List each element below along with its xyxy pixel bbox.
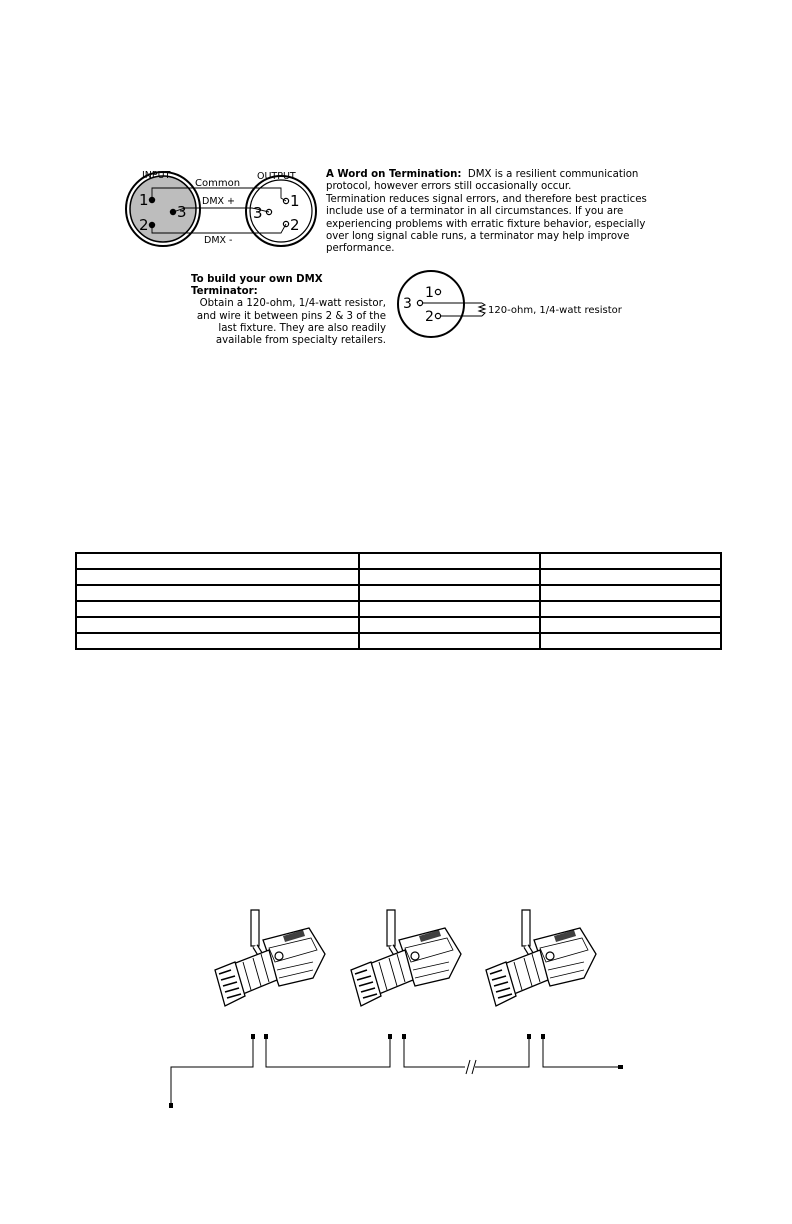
table-cell (76, 633, 359, 649)
table-cell (540, 553, 721, 569)
dmx-plus-label: DMX + (202, 196, 235, 207)
table-row (76, 601, 721, 617)
table-row (76, 569, 721, 585)
table-row (76, 633, 721, 649)
resistor-symbol (479, 303, 485, 316)
terminator-pin-3: 3 (403, 296, 412, 312)
termination-line-3: Termination reduces signal errors, and therefore best practices (326, 193, 647, 205)
cable-connectors (169, 1034, 623, 1108)
dmx-cable-runs (171, 1038, 620, 1106)
dmx-minus-label: DMX - (204, 235, 233, 246)
fixture-2 (351, 910, 461, 1006)
fixture-3 (486, 910, 596, 1006)
output-pin-2: 2 (290, 216, 300, 234)
table-cell (540, 585, 721, 601)
termination-line-4: include use of a terminator in all circumstances. If you are (326, 206, 624, 218)
fixture-1 (215, 910, 325, 1006)
terminator-pin-2: 2 (425, 309, 434, 325)
output-label: OUTPUT (257, 171, 296, 182)
input-label: INPUT (142, 170, 171, 181)
table-row (76, 617, 721, 633)
resistor-label: 120-ohm, 1/4-watt resistor (488, 305, 622, 316)
table-cell (540, 633, 721, 649)
table-cell (359, 617, 540, 633)
termination-line-1: DMX is a resilient communication (467, 169, 639, 180)
terminator-connector (398, 271, 623, 337)
termination-line-2: protocol, however errors still occasionally occur. (326, 181, 572, 193)
terminator-pin-1: 1 (425, 285, 434, 301)
terminator-line-4: available from specialty retailers. (215, 335, 386, 347)
blank-table (75, 552, 722, 650)
terminator-line-1: Obtain a 120-ohm, 1/4-watt resistor, (199, 298, 386, 310)
table-cell (540, 601, 721, 617)
table-cell (76, 553, 359, 569)
common-label: Common (195, 178, 241, 189)
terminator-line-3: last fixture. They are also readily (218, 322, 386, 334)
input-pin-2: 2 (139, 216, 149, 234)
termination-line-6: over long signal cable runs, a terminator may help improve (326, 231, 630, 243)
table-cell (76, 601, 359, 617)
table-cell (76, 617, 359, 633)
table-cell (359, 553, 540, 569)
table-cell (359, 569, 540, 585)
terminator-heading: To build your own DMX Terminator: (191, 274, 323, 298)
termination-heading: A Word on Termination: (326, 169, 462, 180)
table-row (76, 585, 721, 601)
table-cell (76, 585, 359, 601)
output-pin-1: 1 (290, 192, 300, 210)
table-cell (540, 617, 721, 633)
termination-line-7: performance. (326, 243, 395, 255)
table-cell (359, 633, 540, 649)
table-cell (540, 569, 721, 585)
table-cell (76, 569, 359, 585)
terminator-instructions (160, 274, 386, 347)
output-connector (246, 171, 316, 246)
termination-note (326, 169, 656, 256)
input-pin-1: 1 (139, 191, 149, 209)
termination-line-5: experiencing problems with erratic fixture behavior, especially (326, 218, 646, 230)
input-pin-3: 3 (177, 203, 187, 221)
terminator-line-2: and wire it between pins 2 & 3 of the (196, 310, 386, 322)
table-cell (359, 601, 540, 617)
table-cell (359, 585, 540, 601)
table-row (76, 553, 721, 569)
output-pin-3: 3 (253, 204, 263, 222)
